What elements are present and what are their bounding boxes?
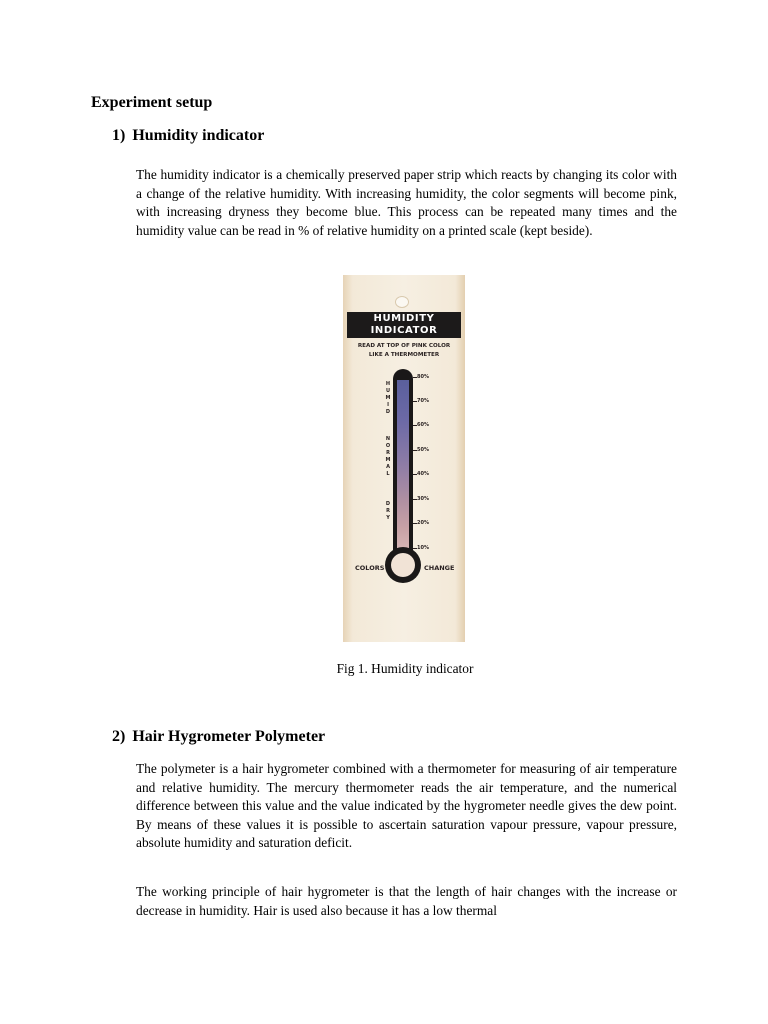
hygrometer-paragraph-1: The polymeter is a hair hygrometer combined with a thermometer for measuring of air temperature and relative humidity. The mercury thermometer reads the air temperature, and the numerical difference between this value and the value indicated by the hygrometer needle gives the dew point. By means of these values it is possible to ascertain saturation vapour pressure, vapour pressure, absolute humidity and saturation deficit.: [136, 761, 677, 851]
humidity-indicator-paragraph: The humidity indicator is a chemically preserved paper strip which reacts by changing its color with a change of the relative humidity. With increasing humidity, the color segments will become pink, with increasing dryness they become blue. This process can be repeated many times and the humidity value can be read in % of relative humidity on a printed scale (kept beside).: [136, 167, 677, 238]
scale-label-20: 20%: [417, 520, 429, 526]
scale-label-30: 30%: [417, 496, 429, 502]
side-word-dry: D R Y: [385, 501, 391, 521]
figure-title-bar: [347, 312, 461, 338]
scale-label-60: 60%: [417, 422, 429, 428]
colors-label: COLORS: [355, 564, 385, 572]
scale-label-70: 70%: [417, 398, 429, 404]
figure-title-line2: INDICATOR: [370, 325, 438, 336]
read-line2: LIKE A THERMOMETER: [368, 352, 440, 358]
section-number: 2): [112, 728, 126, 745]
read-instructions: [343, 342, 465, 360]
scale-label-10: 10%: [417, 545, 429, 551]
section-number: 1): [112, 127, 126, 144]
figure-caption: Fig 1. Humidity indicator: [336, 661, 474, 676]
hang-hole: [395, 296, 409, 308]
page-heading: Experiment setup: [91, 94, 213, 111]
side-word-normal: N O R M A L: [385, 436, 391, 477]
section-heading-humidity-indicator: [112, 127, 264, 145]
figure-title-line1: HUMIDITY: [373, 313, 435, 324]
scale-label-80: 80%: [417, 374, 429, 380]
change-label: CHANGE: [424, 564, 455, 572]
side-word-humid: H U M I D: [385, 381, 391, 415]
scale-label-40: 40%: [417, 471, 429, 477]
bulb-color-dot: [391, 553, 415, 577]
read-line1: READ AT TOP OF PINK COLOR: [357, 343, 451, 349]
scale-label-50: 50%: [417, 447, 429, 453]
humidity-indicator-figure: [343, 275, 465, 642]
section-title: Humidity indicator: [132, 127, 265, 144]
section-title: Hair Hygrometer Polymeter: [132, 728, 326, 745]
hygrometer-paragraph-2: The working principle of hair hygrometer is that the length of hair changes with the increase or decrease in humidity. Hair is used also because it has a low thermal: [136, 884, 677, 918]
section-heading-hair-hygrometer: [112, 728, 325, 746]
color-segments: [397, 380, 409, 548]
